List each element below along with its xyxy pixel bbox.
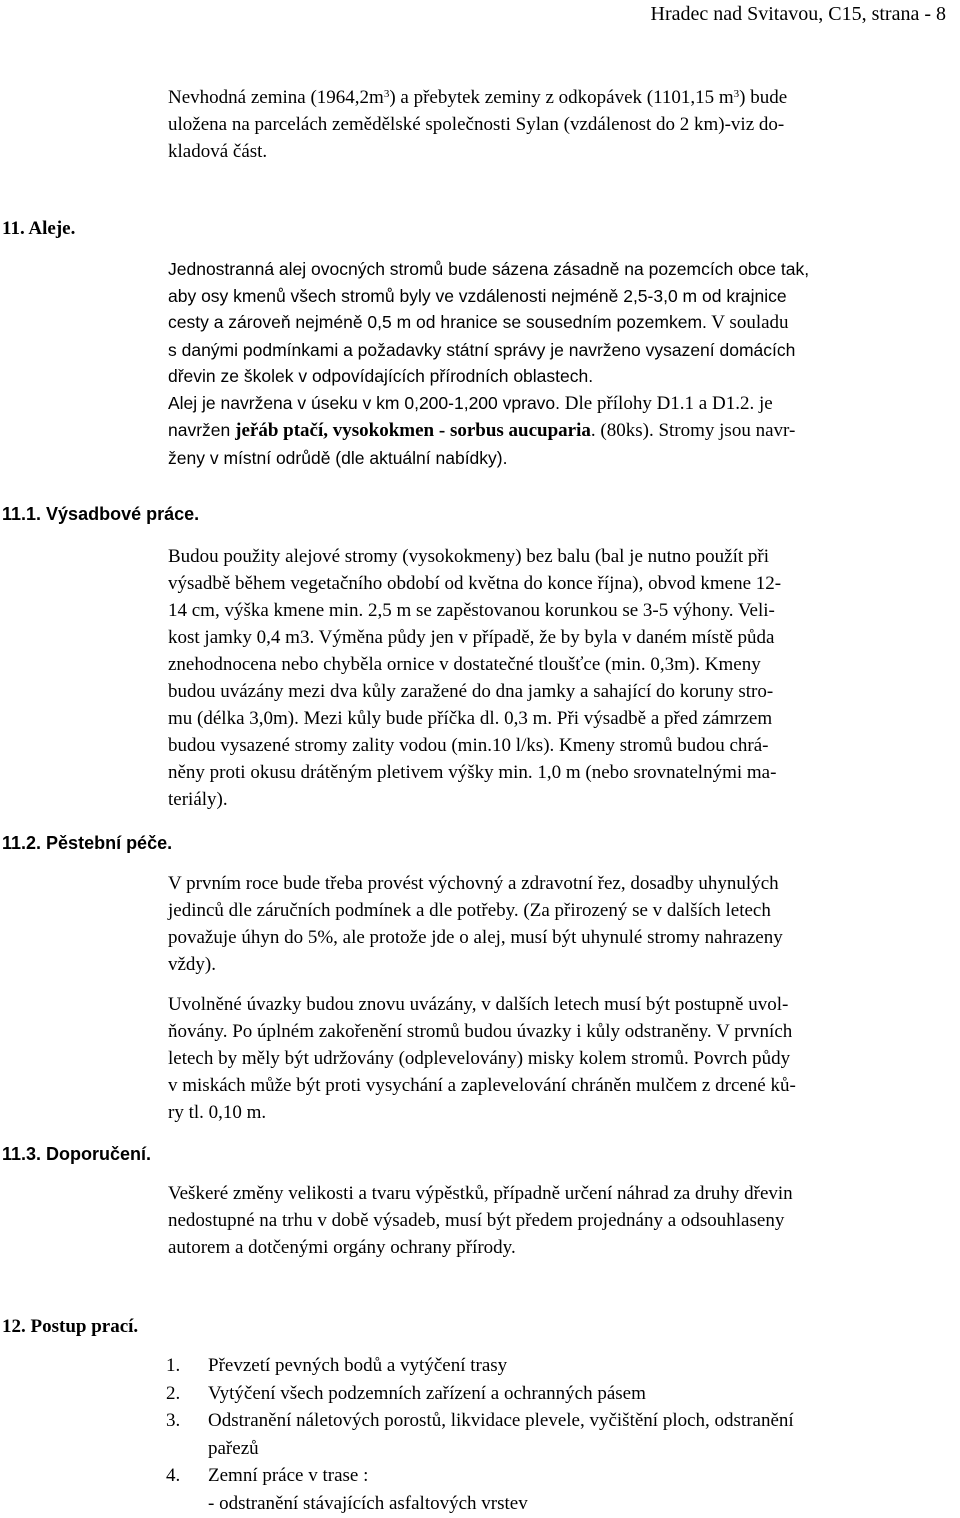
text-line: 14 cm, výška kmene min. 2,5 m se zapěstovanou korunkou se 3-5 výhony. Veli- [168, 600, 775, 621]
text-line: výsadbě během vegetačního období od května do konce října), obvod kmene 12- [168, 573, 782, 594]
list-text [208, 1462, 960, 1517]
text-line: kost jamky 0,4 m3. Výměna půdy jen v případě, že by byla v daném místě půda [168, 627, 775, 648]
text-line: znehodnocena nebo chyběla ornice v dostatečné tloušťce (min. 0,3m). Kmeny [168, 654, 761, 675]
text-line [168, 309, 938, 337]
text-line: mu (délka 3,0m). Mezi kůly bude příčka dl. 0,3 m. Při výsadbě a před zámrzem [168, 708, 773, 729]
list-item [166, 1352, 960, 1380]
text-line: Budou použity alejové stromy (vysokokmeny) bez balu (bal je nutno použít při [168, 546, 770, 567]
superscript: 3 [733, 88, 740, 100]
text-line: teriály). [168, 789, 228, 810]
list-text [208, 1407, 960, 1462]
text-line: - odstranění stávajících asfaltových vrstev [208, 1492, 528, 1514]
text-line: Uvolněné úvazky budou znovu uvázány, v dalších letech musí být postupně uvol- [168, 994, 789, 1015]
section-11-2-paragraph-1 [168, 870, 942, 978]
list-item [166, 1380, 960, 1408]
list-text: Převzetí pevných bodů a vytýčení trasy [208, 1355, 508, 1376]
section-11-2-paragraph-2 [168, 991, 942, 1126]
text-span: V souladu [706, 312, 789, 333]
text-span: cesty a zároveň nejméně 0,5 m od hranice se sousedním pozemkem. [168, 312, 707, 332]
section-heading-11-2: 11.2. Pěstební péče. [2, 833, 173, 853]
section-11-paragraph [168, 256, 938, 471]
intro-text-c: ) bude [739, 87, 788, 108]
section-11-1-paragraph [168, 543, 932, 813]
section-heading-12: 12. Postup prací. [2, 1316, 139, 1337]
text-line: aby osy kmenů všech stromů byly ve vzdálenosti nejméně 2,5-3,0 m od krajnice [168, 285, 787, 306]
text-line: něny proti okusu drátěným pletivem výšky min. 1,0 m (nebo srovnatelnými ma- [168, 762, 777, 783]
text-line: Jednostranná alej ovocných stromů bude sázena zásadně na pozemcích obce tak, [168, 259, 810, 279]
text-line [168, 390, 938, 418]
section-11-3-paragraph [168, 1180, 953, 1261]
text-line: s danými podmínkami a požadavky státní správy je navrženo vysazení domácích [168, 339, 796, 360]
text-span: Stromy jsou navr- [653, 420, 796, 441]
text-line: jedinců dle záručních podmínek a dle potřeby. (Za přirozený se v dalších letech [168, 900, 771, 921]
text-line: považuje úhyn do 5%, ale protože jde o alej, musí být uhynulé stromy nahrazeny [168, 927, 783, 948]
text-line: budou uvázány mezi dva kůly zaražené do dna jamky a sahající do koruny stro- [168, 681, 774, 702]
page-header: Hradec nad Svitavou, C15, strana - 8 [650, 3, 946, 25]
text-line: nedostupné na trhu v době výsadeb, musí být předem projednány a odsouhlaseny [168, 1210, 785, 1231]
text-line: Odstranění náletových porostů, likvidace plevele, vyčištění ploch, odstranění [208, 1410, 794, 1431]
superscript: 3 [383, 88, 390, 100]
text-line: Zemní práce v trase : [208, 1465, 369, 1486]
text-span: Alej je navržena v úseku v km 0,200-1,200 vpravo. [168, 392, 561, 413]
text-line: V prvním roce bude třeba provést výchovný a zdravotní řez, dosadby uhynulých [168, 873, 779, 894]
text-span: Dle přílohy D1.1 a D1.2. je [560, 392, 773, 414]
text-line: ženy v místní odrůdě (dle aktuální nabídky). [168, 447, 508, 468]
work-steps-list [166, 1352, 960, 1517]
intro-line-3: kladová část. [168, 141, 268, 162]
text-line: autorem a dotčenými orgány ochrany přírody. [168, 1237, 516, 1258]
text-line: budou vysazené stromy zality vodou (min.10 l/ks). Kmeny stromů budou chrá- [168, 735, 769, 756]
intro-paragraph [168, 84, 958, 165]
text-line [168, 417, 938, 445]
list-number: 2. [166, 1382, 181, 1404]
intro-line-1 [168, 84, 958, 111]
intro-line-2: uložena na parcelách zemědělské společnosti Sylan (vzdálenost do 2 km)-viz do- [168, 114, 785, 135]
intro-text-b: ) a přebytek zeminy z odkopávek (1101,15 m [389, 87, 734, 108]
list-number: 3. [166, 1410, 181, 1431]
section-heading-11-3: 11.3. Doporučení. [2, 1144, 152, 1164]
list-text: Vytýčení všech podzemních zařízení a ochranných pásem [208, 1382, 646, 1404]
list-item [166, 1462, 960, 1517]
list-number: 4. [166, 1465, 181, 1486]
section-heading-11: 11. Aleje. [2, 218, 76, 239]
text-span: navržen [168, 420, 231, 440]
section-heading-11-1: 11.1. Výsadbové práce. [2, 504, 200, 524]
text-line: ry tl. 0,10 m. [168, 1102, 267, 1123]
text-line: v miskách může být proti vysychání a zaplevelování chráněn mulčem z drcené ků- [168, 1075, 796, 1096]
list-number: 1. [166, 1355, 181, 1376]
text-line: letech by měly být udržovány (odplevelovány) misky kolem stromů. Povrch půdy [168, 1048, 791, 1069]
text-line: vždy). [168, 954, 217, 975]
intro-text-a: Nevhodná zemina (1964,2m [168, 87, 384, 108]
text-line: Veškeré změny velikosti a tvaru výpěstků, případně určení náhrad za druhy dřevin [168, 1183, 793, 1204]
text-line: dřevin ze školek v odpovídajících přírodních oblastech. [168, 366, 594, 386]
text-line: pařezů [208, 1437, 259, 1459]
list-item [166, 1407, 960, 1462]
text-line: ňovány. Po úplném zakořenění stromů budou úvazky i kůly odstraněny. V prvních [168, 1021, 793, 1042]
species-name: jeřáb ptačí, vysokokmen - sorbus aucuparia [235, 420, 591, 441]
text-span: . (80ks). [590, 420, 654, 441]
